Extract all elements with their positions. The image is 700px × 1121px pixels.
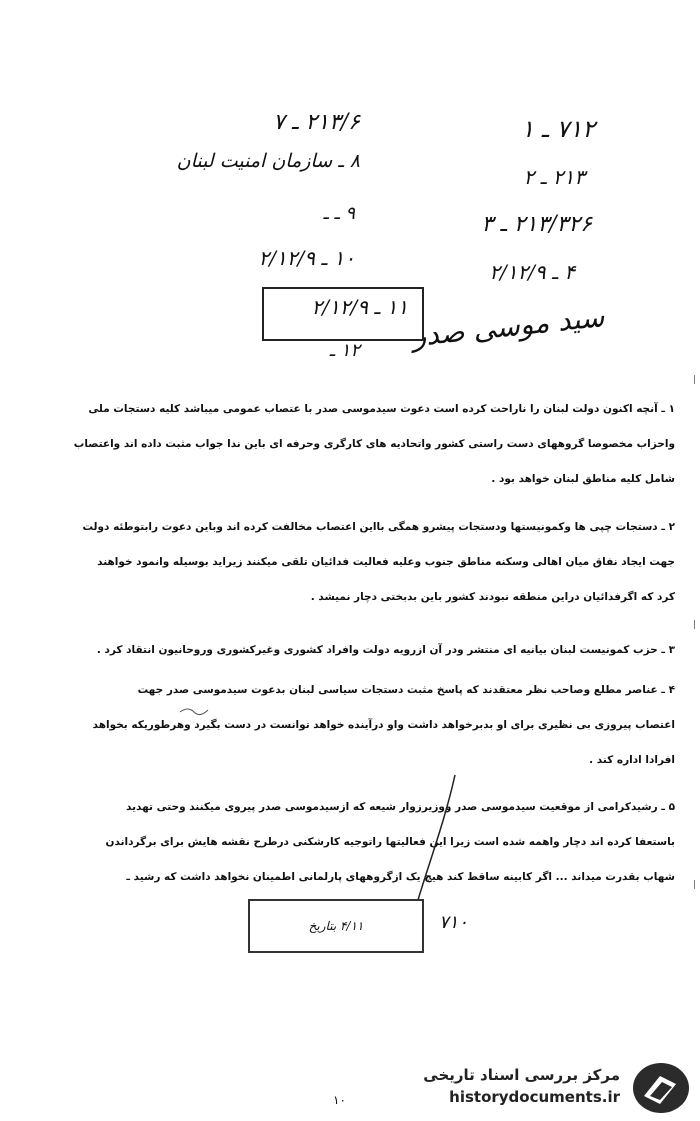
ref-item-11: ۱۱ ـ ۲/۱۲/۹	[311, 295, 408, 319]
ref-item-4: ۴ ـ ۲/۱۲/۹	[489, 260, 575, 284]
text-line: کرد که اگرفدائیان دراین منطقه نبودند کشور باین بدبختی دچار نمیشد .	[310, 591, 675, 603]
text-line: ۴ ـ عناصر مطلع وصاحب نظر معتقدند که پاسخ مثبت دستجات سیاسی لبنان بدعوت سیدموسی صدر جهت	[137, 684, 675, 696]
ref-item-7: ۲۱۳/۶ ـ ۷	[273, 110, 360, 135]
ref-item-8: ۸ ـ سازمان امنیت لبنان	[176, 150, 360, 172]
archive-url: historydocuments.ir	[449, 1088, 620, 1106]
date-stamp: ۴/۱۱ بتاریخ	[248, 899, 424, 953]
scan-edge-mark: |	[692, 880, 696, 890]
ref-item-3: ۲۱۳/۳۲۶ ـ ۳	[481, 212, 592, 237]
ref-item-12: ۱۲ ـ	[329, 340, 360, 361]
ref-item-2: ۲۱۳ ـ ۲	[523, 165, 585, 189]
text-line: ۳ ـ حزب کمونیست لبنان بیانیه ای منتشر ودر آن ازرویه دولت وافراد کشوری وغیرکشوری وروحانیون انتقاد کرد .	[96, 644, 675, 656]
archive-logo-icon	[630, 1060, 692, 1116]
text-line: باستعفا کرده اند دچار واهمه شده است زیرا این فعالیتها راتوجیه کارشکنی درطرح نقشه هایش برای برگرداندن	[105, 836, 675, 848]
text-line: شهاب بقدرت میداند ... اگر کابینه ساقط کند هیچ یک ازگروههای پارلمانی اطمینان نخواهد داشت که رشید ـ	[126, 871, 675, 883]
text-line: واحزاب مخصوصا گروههای دست راستی کشور واتحادیه های کارگری وحرفه ای باین ندا جواب مثبت داده اند واعتصاب	[73, 438, 675, 450]
ref-item-10: ۱۰ ـ ۲/۱۲/۹	[258, 246, 355, 270]
stamp-side-note: ۷۱۰	[438, 912, 468, 933]
signature: سید موسی صدر	[411, 300, 607, 353]
text-line: اعتصاب پیروزی بی نظیری برای او بدبرخواهد داشت واو درآینده خواهد توانست در دست بگیرد وهرطوریکه بخواهد	[92, 719, 675, 731]
text-line: جهت ایجاد نفاق میان اهالی وسکنه مناطق جنوب وعلیه فعالیت فدائیان تلقی میکنند زیراید بوسیله وانمود خواهند	[97, 556, 675, 568]
text-line: ۵ ـ رشیدکرامی از موقعیت سیدموسی صدر ووزیرزوار شیعه که ازسیدموسی صدر پیروی میکنند وحتی تهدید	[126, 801, 675, 813]
text-line: شامل کلیه مناطق لبنان خواهد بود .	[491, 473, 675, 485]
text-line: افرادا اداره کند .	[589, 754, 675, 766]
ref-item-9: ۹ ـ ـ	[323, 203, 355, 224]
page-mark: ۱۰	[333, 1093, 346, 1107]
text-line: ۱ ـ آنچه اکنون دولت لبنان را ناراحت کرده است دعوت سیدموسی صدر با عتصاب عمومی میباشد کلیه دستجات ملی	[88, 403, 675, 415]
text-line: ۲ ـ دستجات چپی ها وکمونیستها ودستجات پیشرو همگی بااین اعتصاب مخالفت کرده اند وباین دعوت رابتوطئه دولت	[82, 521, 675, 533]
ref-item-1: ۷۱۲ ـ ۱	[521, 115, 595, 143]
scan-edge-mark: |	[692, 375, 696, 385]
archive-name: مرکز بررسی اسناد تاریخی	[423, 1066, 620, 1084]
scan-edge-mark: |	[692, 620, 696, 630]
